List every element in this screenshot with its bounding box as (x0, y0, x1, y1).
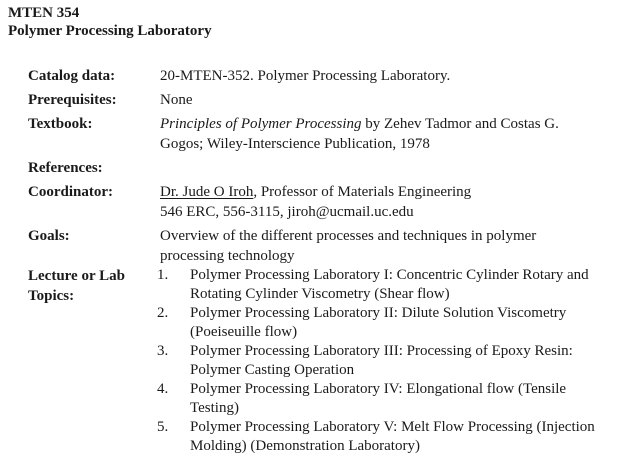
coordinator-row (28, 182, 639, 222)
topic-4-line2: Testing) (190, 400, 239, 416)
topics-label: Lecture or Lab Topics: (28, 268, 125, 304)
topic-2-line2: (Poeiseuille flow) (190, 324, 298, 340)
topic-3-line1: Polymer Processing Laboratory III: Processing of Epoxy Resin: (190, 343, 573, 359)
coordinator-title: , Professor of Materials Engineering (253, 184, 472, 200)
document-header (8, 5, 639, 40)
coordinator-contact: 546 ERC, 556-3115, jiroh@ucmail.uc.edu (160, 204, 414, 220)
prerequisites-label: Prerequisites: (28, 92, 117, 108)
textbook-row (28, 114, 639, 154)
topic-1-line1: Polymer Processing Laboratory I: Concentric Cylinder Rotary and (190, 267, 589, 283)
topic-5-line2: Molding) (Demonstration Laboratory) (190, 438, 420, 454)
catalog-data-label: Catalog data: (28, 68, 116, 84)
textbook-value (160, 114, 639, 154)
goals-line2: processing technology (160, 248, 295, 264)
coordinator-value (160, 182, 639, 222)
topic-5-text (190, 418, 639, 456)
topic-5-number: 5. (157, 419, 169, 435)
coordinator-line1 (160, 182, 639, 202)
goals-label: Goals: (28, 228, 70, 244)
topic-item-2 (157, 304, 639, 342)
topic-1-line2: Rotating Cylinder Viscometry (Shear flow) (190, 286, 450, 302)
topic-item-1 (157, 266, 639, 304)
textbook-label: Textbook: (28, 116, 93, 132)
topic-item-3 (157, 342, 639, 380)
textbook-line2: Gogos; Wiley-Interscience Publication, 1978 (160, 136, 430, 152)
course-title: Polymer Processing Laboratory (8, 22, 212, 39)
course-code: MTEN 354 (8, 5, 80, 21)
references-label: References: (28, 160, 103, 176)
topic-4-text (190, 380, 639, 418)
references-value (160, 158, 639, 178)
topic-1-number: 1. (157, 267, 169, 283)
topic-item-5 (157, 418, 639, 456)
prerequisites-row (28, 90, 639, 110)
topic-1-text (190, 266, 639, 304)
catalog-data-value: 20-MTEN-352. Polymer Processing Laboratory. (160, 68, 451, 84)
references-row (28, 158, 639, 178)
catalog-data-row (28, 66, 639, 86)
topic-4-line1: Polymer Processing Laboratory IV: Elongational flow (Tensile (190, 381, 567, 397)
topic-2-text (190, 304, 639, 342)
prerequisites-value: None (160, 92, 193, 108)
topic-5-line1: Polymer Processing Laboratory V: Melt Flow Processing (Injection (190, 419, 595, 435)
syllabus-document (0, 5, 639, 457)
topic-3-number: 3. (157, 343, 169, 359)
topic-2-line1: Polymer Processing Laboratory II: Dilute Solution Viscometry (190, 305, 567, 321)
topic-item-4 (157, 380, 639, 418)
topics-value (157, 266, 639, 456)
topic-3-line2: Polymer Casting Operation (190, 362, 355, 378)
coordinator-name: Dr. Jude O Iroh (160, 184, 254, 200)
textbook-title: Principles of Polymer Processing (160, 116, 362, 132)
textbook-line1 (160, 114, 639, 134)
topic-2-number: 2. (157, 305, 169, 321)
topics-row (28, 266, 639, 456)
goals-line1: Overview of the different processes and techniques in polymer (160, 228, 537, 244)
textbook-authors: by Zehev Tadmor and Costas G. (361, 116, 559, 132)
goals-value (160, 226, 639, 266)
topics-list (157, 266, 639, 456)
goals-row (28, 226, 639, 266)
coordinator-label: Coordinator: (28, 184, 113, 200)
topic-3-text (190, 342, 639, 380)
topic-4-number: 4. (157, 381, 169, 397)
